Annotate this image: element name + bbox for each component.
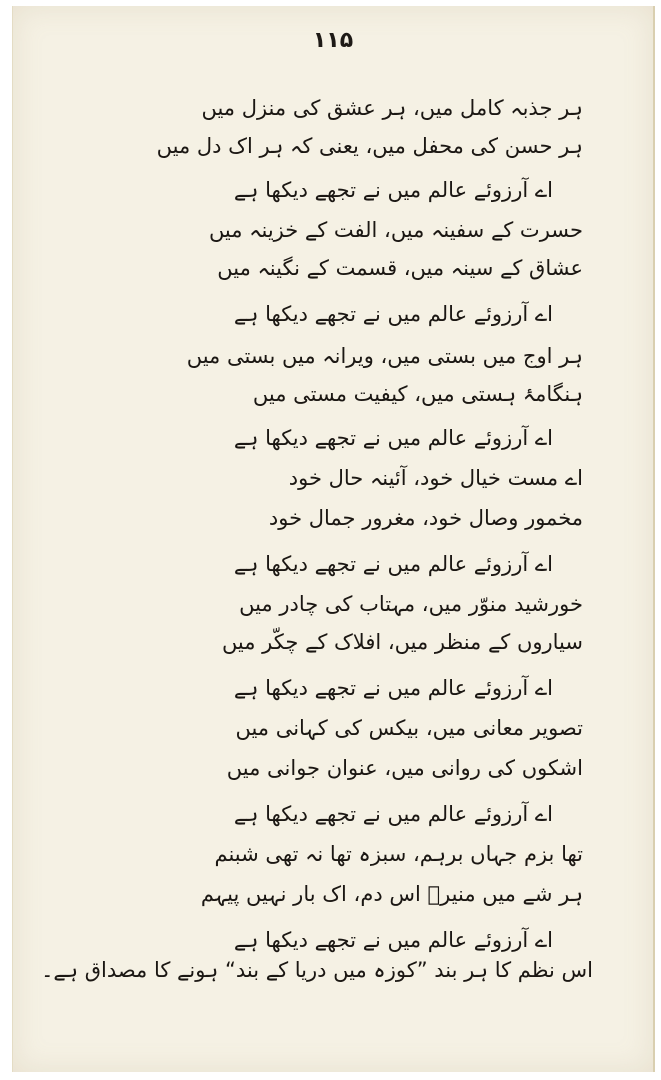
refrain-line: اے آرزوئے عالم میں نے تجھے دیکھا ہے [233,676,553,700]
refrain-line: اے آرزوئے عالم میں نے تجھے دیکھا ہے [233,552,553,576]
verse-line: ہر حسن کی محفل میں، یعنی کہ ہر اک دل میں [156,134,583,158]
verse-line: ہنگامۂ ہستی میں، کیفیت مستی میں [252,382,583,406]
verse-line: تھا بزم جہاں برہم، سبزہ تھا نہ تھی شبنم [214,842,583,866]
refrain-line: اے آرزوئے عالم میں نے تجھے دیکھا ہے [233,302,553,326]
book-page [12,6,655,1072]
verse-line: حسرت کے سفینہ میں، الفت کے خزینہ میں [208,218,583,242]
verse-line: تصویر معانی میں، بیکس کی کہانی میں [235,716,583,740]
verse-line: اشکوں کی روانی میں، عنوان جوانی میں [226,756,583,780]
verse-line: سیاروں کے منظر میں، افلاک کے چکّر میں [221,630,583,654]
refrain-line: اے آرزوئے عالم میں نے تجھے دیکھا ہے [233,802,553,826]
refrain-line: اے آرزوئے عالم میں نے تجھے دیکھا ہے [233,178,553,202]
verse-line: ہر جذبہ کامل میں، ہر عشق کی منزل میں [201,96,583,120]
verse-line: مخمور وصال خود، مغرور جمال خود [268,506,583,530]
verse-line: ہر اوج میں بستی میں، ویرانہ میں بستی میں [186,344,583,368]
verse-line: اے مست خیال خود، آئینہ حال خود [288,466,583,490]
footer-note: اس نظم کا ہر بند ”کوزہ میں دریا کے بند“ ہونے کا مصداق ہے۔ [41,958,593,982]
refrain-line: اے آرزوئے عالم میں نے تجھے دیکھا ہے [233,928,553,952]
refrain-line: اے آرزوئے عالم میں نے تجھے دیکھا ہے [233,426,553,450]
page-number: ۱۱۵ [312,28,354,53]
verse-line: ہر شے میں منیرؔ اس دم، اک بار نہیں پیہم [200,882,583,906]
verse-line: خورشید منوّر میں، مہتاب کی چادر میں [239,592,583,616]
verse-line: عشاق کے سینہ میں، قسمت کے نگینہ میں [217,256,583,280]
